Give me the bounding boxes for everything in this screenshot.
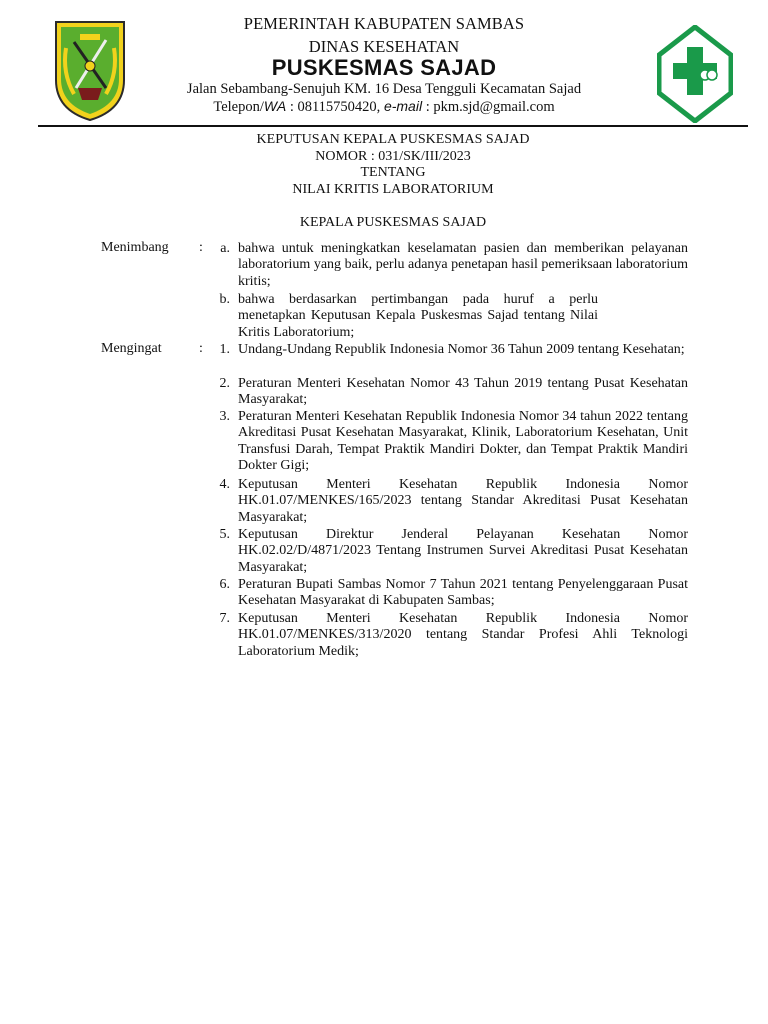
header-divider xyxy=(38,125,748,127)
item-text: Keputusan Menteri Kesehatan Republik Indonesia Nomor HK.01.07/MENKES/313/2020 tentang Standar Profesi Ahli Teknologi Laboratorium Medik; xyxy=(238,611,688,659)
puskesmas-name: PUSKESMAS SAJAD xyxy=(271,55,497,80)
decree-title: KEPUTUSAN KEPALA PUSKESMAS SAJAD xyxy=(256,132,530,147)
mengingat-item xyxy=(200,342,688,358)
email-label: e-mail xyxy=(383,98,423,114)
mengingat-colon: : xyxy=(199,341,203,356)
mengingat-item xyxy=(200,611,688,660)
decree-issuer: KEPALA PUSKESMAS SAJAD xyxy=(299,215,487,230)
mengingat-item xyxy=(200,477,688,526)
item-marker: 5. xyxy=(219,527,230,542)
mengingat-item xyxy=(200,527,688,576)
item-text: Peraturan Bupati Sambas Nomor 7 Tahun 2021 tentang Penyelenggaraan Pusat Kesehatan Masyarakat di Kabupaten Sambas; xyxy=(238,577,688,609)
item-text: Keputusan Menteri Kesehatan Republik Indonesia Nomor HK.01.07/MENKES/165/2023 tentang Standar Akreditasi Pusat Kesehatan Masyarakat; xyxy=(238,477,688,525)
decree-number: NOMOR : 031/SK/III/2023 xyxy=(315,149,471,164)
item-marker: 7. xyxy=(219,611,230,626)
item-marker: 2. xyxy=(219,376,230,391)
decree-about: TENTANG xyxy=(360,165,426,180)
menimbang-item xyxy=(200,292,688,341)
telepon-label: Telepon/ xyxy=(213,99,264,115)
item-text: Undang-Undang Republik Indonesia Nomor 36 Tahun 2009 tentang Kesehatan; xyxy=(238,342,685,357)
item-text: Keputusan Direktur Jenderal Pelayanan Kesehatan Nomor HK.02.02/D/4871/2023 Tentang Instrumen Survei Akreditasi Pusat Kesehatan Masyarakat; xyxy=(238,527,688,575)
contact-line xyxy=(0,98,768,116)
wa-label: WA xyxy=(263,98,287,114)
item-text: Peraturan Menteri Kesehatan Nomor 43 Tahun 2019 tentang Pusat Kesehatan Masyarakat; xyxy=(238,376,688,408)
menimbang-label: Menimbang xyxy=(101,240,169,255)
government-name: PEMERINTAH KABUPATEN SAMBAS xyxy=(243,14,525,33)
item-marker: 3. xyxy=(219,409,230,424)
department-name: DINAS KESEHATAN xyxy=(308,37,460,56)
menimbang-item xyxy=(200,241,688,290)
item-marker: b. xyxy=(219,292,230,307)
item-marker: a. xyxy=(220,241,230,256)
mengingat-label: Mengingat xyxy=(101,341,162,356)
menimbang-colon: : xyxy=(199,240,203,255)
mengingat-item xyxy=(200,409,688,474)
mengingat-item xyxy=(200,577,688,610)
address: Jalan Sebambang-Senujuh KM. 16 Desa Tengguli Kecamatan Sajad xyxy=(186,81,582,97)
phone-number: : 08115750420, xyxy=(286,99,384,115)
item-marker: 1. xyxy=(219,342,230,357)
item-text: Peraturan Menteri Kesehatan Republik Indonesia Nomor 34 tahun 2022 tentang Akreditasi Pusat Kesehatan Masyarakat, Klinik, Laboratorium Kesehatan, Unit Transfusi Darah, Tempat Praktik Mandiri Dokter, dan Tempat Praktik Mandiri Dokter Gigi; xyxy=(238,409,688,473)
item-text: bahwa untuk meningkatkan keselamatan pasien dan memberikan pelayanan laboratorium yang baik, perlu adanya penetapan hasil pemeriksaan laboratorium kritis; xyxy=(238,241,688,289)
decree-subject: NILAI KRITIS LABORATORIUM xyxy=(292,182,494,197)
mengingat-item xyxy=(200,376,688,409)
item-marker: 6. xyxy=(219,577,230,592)
item-text: bahwa berdasarkan pertimbangan pada huruf a perlu menetapkan Keputusan Kepala Puskesmas Sajad tentang Nilai Kritis Laboratorium; xyxy=(238,292,598,340)
item-marker: 4. xyxy=(219,477,230,492)
email-address: : pkm.sjd@gmail.com xyxy=(422,99,555,115)
